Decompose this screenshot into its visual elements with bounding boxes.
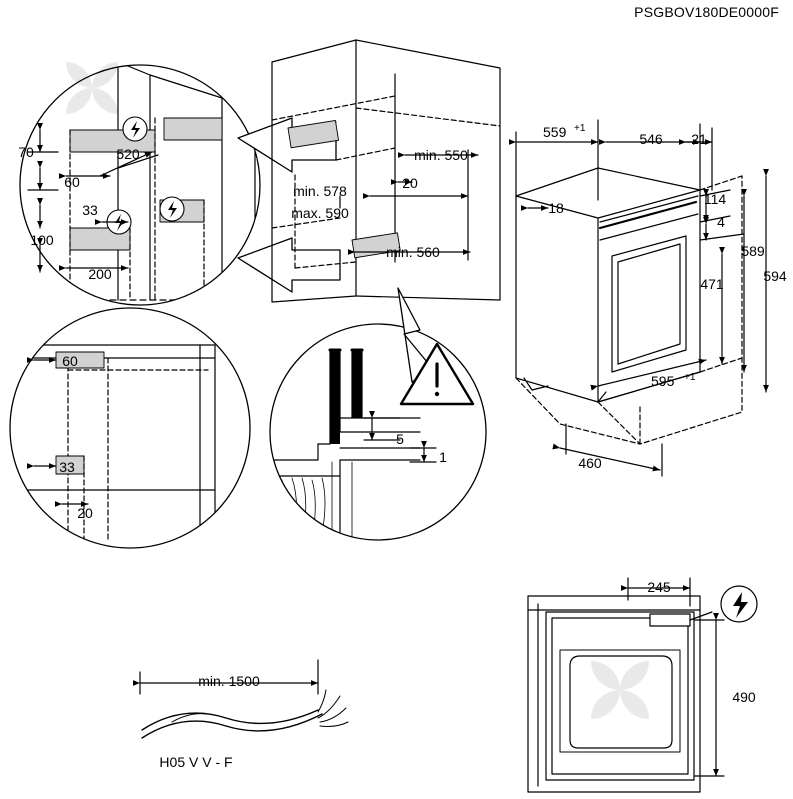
dim-559-tolerance: +1: [574, 123, 586, 134]
dim-min-578: min. 578: [293, 183, 347, 199]
electric-bolt-icon: [160, 197, 184, 221]
electric-bolt-icon: [123, 117, 147, 141]
dim-589: 589: [741, 243, 765, 259]
electric-bolt-icon: [721, 586, 757, 622]
dim-min-550: min. 550: [414, 147, 468, 163]
dim-4: 4: [717, 214, 725, 230]
dim-559: 559: [543, 124, 567, 140]
dim-594: 594: [763, 268, 787, 284]
document-code: PSGBOV180DE0000F: [634, 4, 779, 20]
dim-245: 245: [647, 579, 671, 595]
dim-114: 114: [703, 191, 727, 207]
dim-5: 5: [396, 431, 404, 447]
dim-20-cabinet: 20: [402, 175, 418, 191]
dim-595-tolerance: +1: [684, 372, 696, 383]
dim-21: 21: [691, 131, 707, 147]
dim-471: 471: [700, 276, 724, 292]
dim-70: 70: [18, 144, 34, 160]
dim-20-bottom: 20: [77, 505, 93, 521]
dim-520: 520: [116, 146, 140, 162]
dim-min-560: min. 560: [386, 244, 440, 260]
dim-max-590: max. 590: [291, 205, 349, 221]
dim-490: 490: [732, 689, 756, 705]
dim-33-top: 33: [82, 202, 98, 218]
dim-546: 546: [639, 131, 663, 147]
dim-100: 100: [30, 232, 54, 248]
dim-60: 60: [64, 174, 80, 190]
dim-18: 18: [548, 200, 564, 216]
cable-type-label: H05 V V - F: [159, 754, 233, 770]
dim-460: 460: [578, 455, 602, 471]
dim-1: 1: [439, 449, 447, 465]
dim-60-bottom: 60: [62, 353, 78, 369]
dim-33-bottom: 33: [59, 459, 75, 475]
dim-200: 200: [88, 266, 112, 282]
dim-min-1500: min. 1500: [198, 673, 260, 689]
dim-595: 595: [651, 373, 675, 389]
